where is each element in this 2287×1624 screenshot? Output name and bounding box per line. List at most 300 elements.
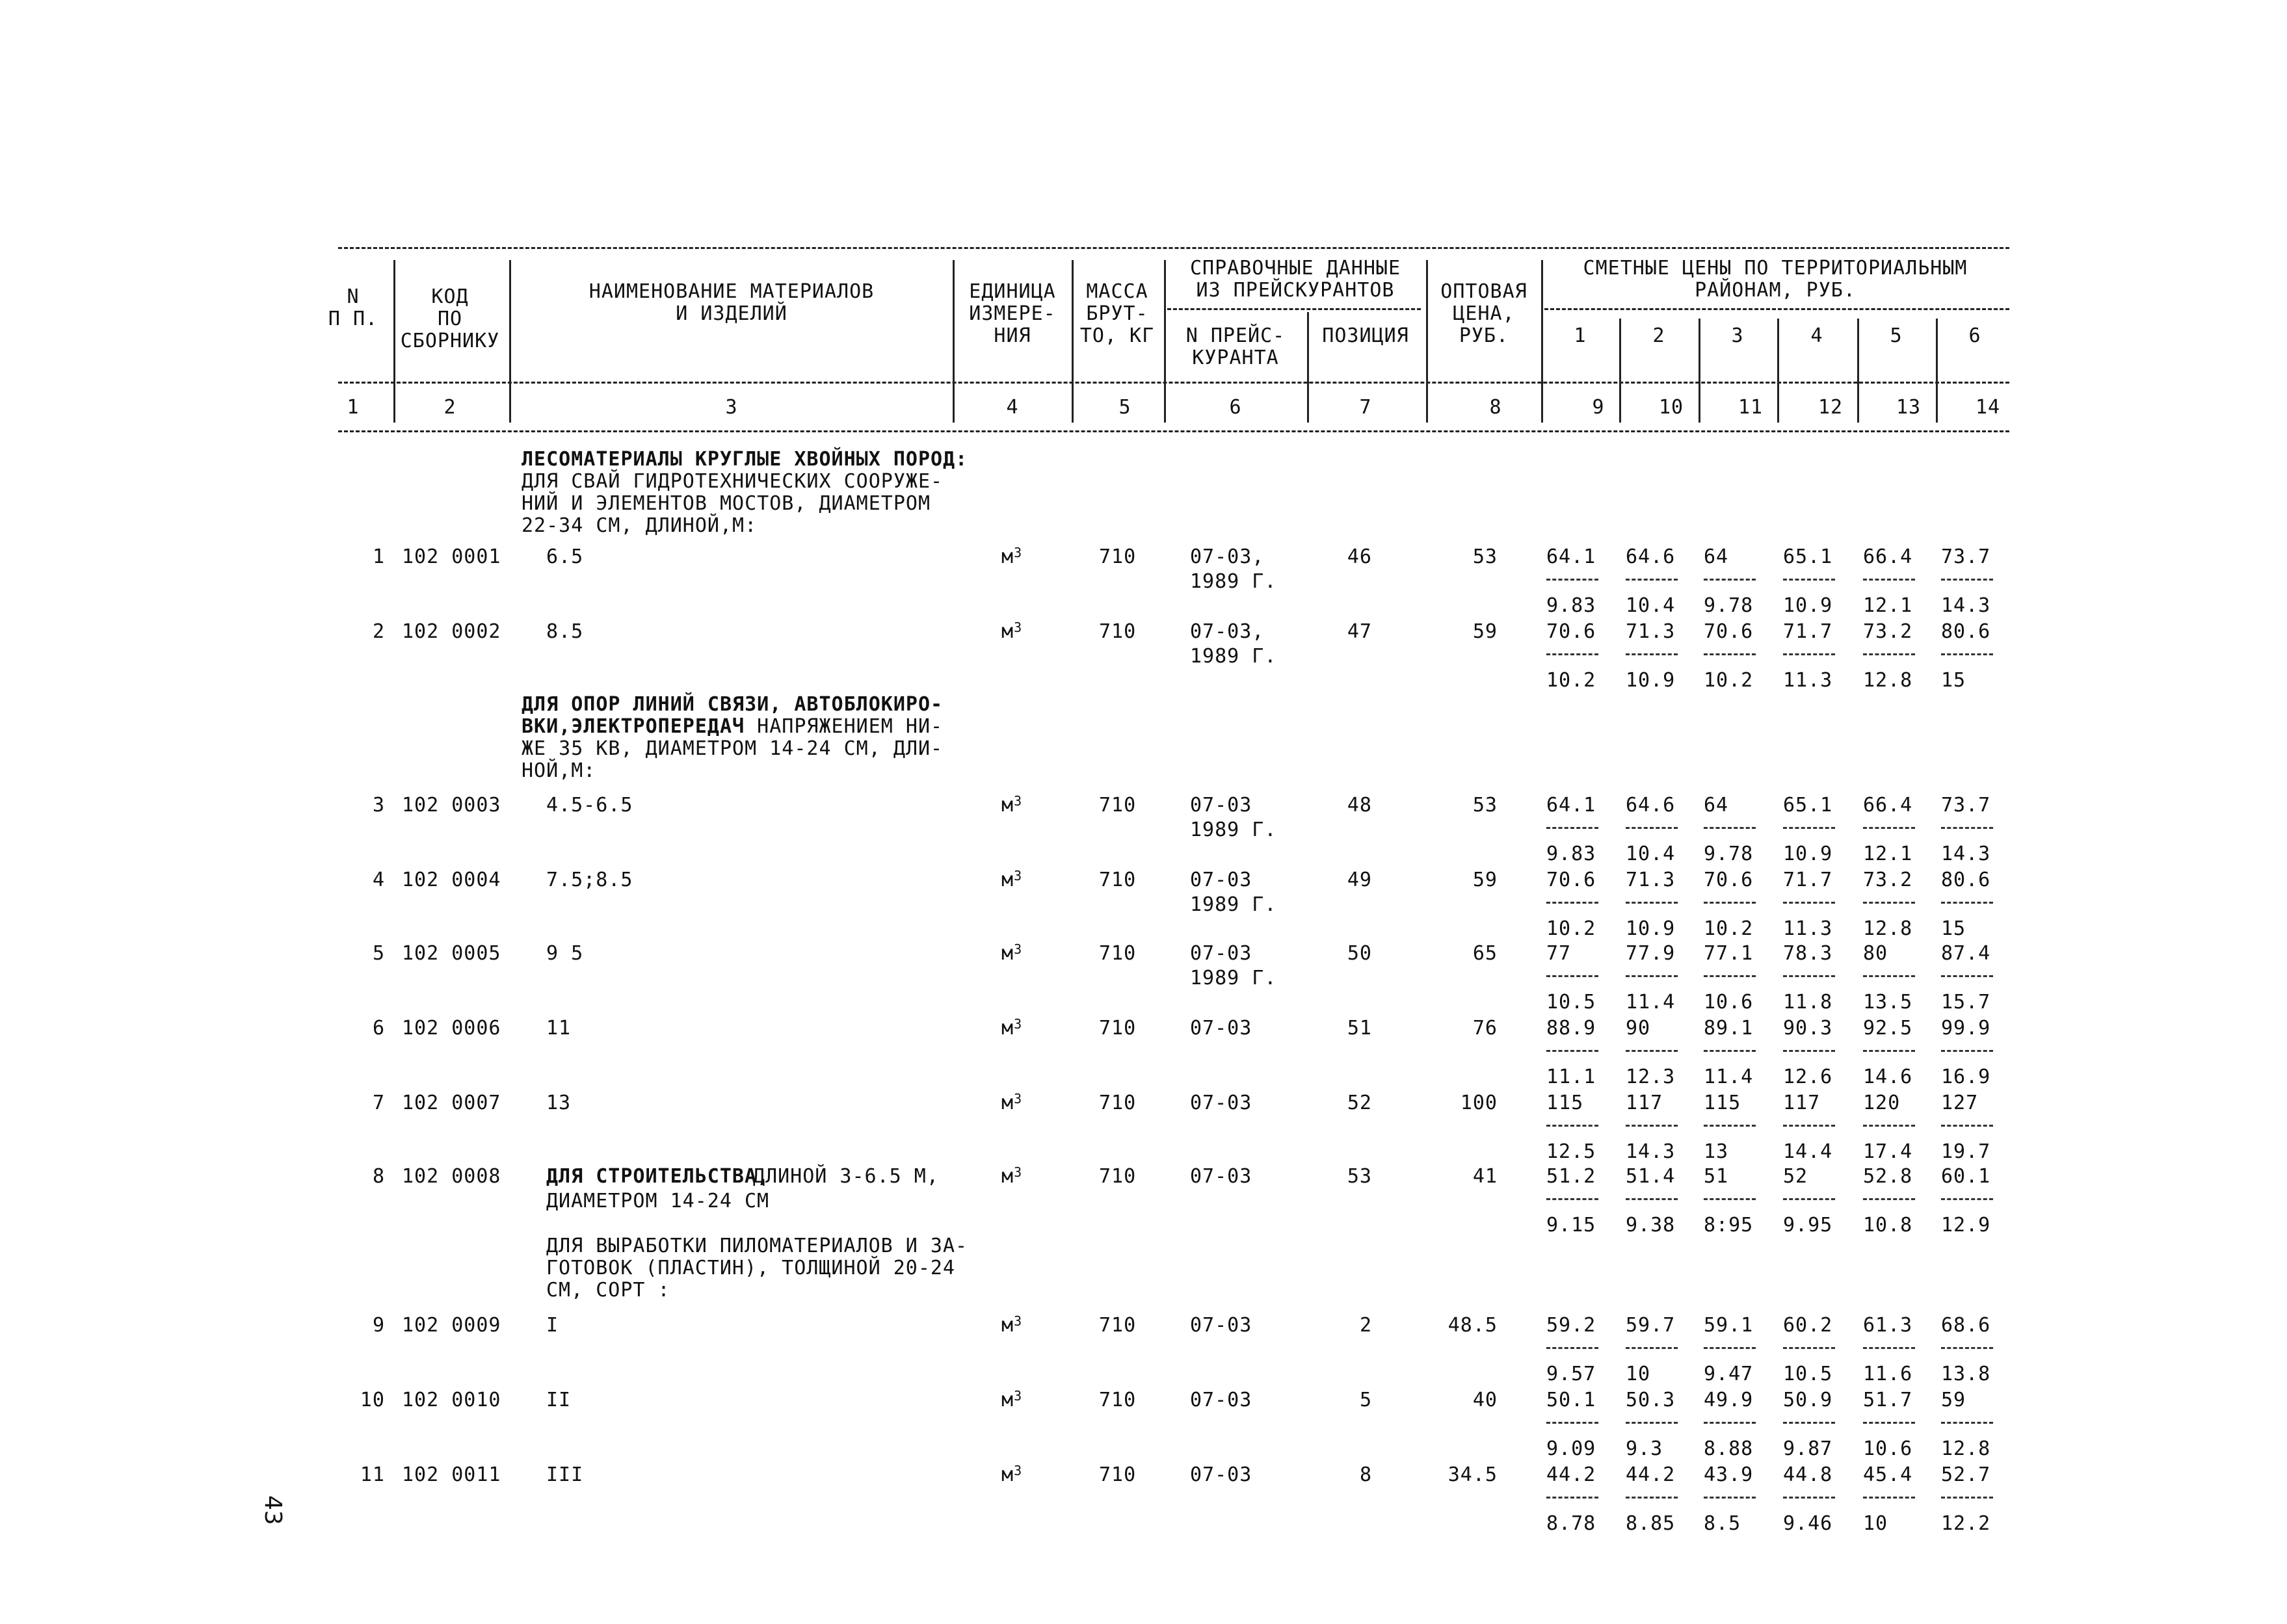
hdr-unit: ЕДИНИЦА ИЗМЕРЕ- НИЯ: [969, 280, 1056, 347]
header-mid-rule: [338, 382, 2009, 384]
region-price-top: 50.9: [1783, 1389, 1833, 1411]
region-price-bottom: 9.15: [1546, 1214, 1596, 1237]
section-heading-2: ДЛЯ ОПОР ЛИНИЙ СВЯЗИ, АВТОБЛОКИРО- ВКИ,ЭЛЕКТРОПЕРЕДАЧ НАПРЯЖЕНИЕМ НИ- ЖЕ 35 КВ, ДИАМЕТРОМ 14-24 СМ, ДЛИ- НОЙ,М:: [522, 693, 944, 782]
fraction-line: [1626, 1422, 1678, 1424]
unit-text: м: [1001, 869, 1014, 891]
row-pricelist: 07-03: [1190, 869, 1252, 891]
row-position: 5: [1359, 1389, 1372, 1411]
region-price-bottom: 9.3: [1626, 1437, 1663, 1460]
region-price-top: 66.4: [1863, 545, 1913, 568]
region-price-bottom: 9.78: [1704, 594, 1754, 617]
hdr-name: НАИМЕНОВАНИЕ МАТЕРИАЛОВ И ИЗДЕЛИЙ: [588, 280, 875, 325]
region-price-bottom: 8.88: [1704, 1437, 1754, 1460]
region-price-bottom: 16.9: [1941, 1066, 1991, 1088]
section-heading-1: ЛЕСОМАТЕРИАЛЫ КРУГЛЫЕ ХВОЙНЫХ ПОРОД: ДЛЯ СВАЙ ГИДРОТЕХНИЧЕСКИХ СООРУЖЕ- НИЙ И ЭЛЕМЕНТОВ МОСТОВ, ДИАМЕТРОМ 22-34 СМ, ДЛИНОЙ,М:: [522, 448, 968, 537]
fraction-line: [1863, 1422, 1915, 1424]
region-price-bottom: 15.7: [1941, 991, 1991, 1014]
region-price-bottom: 12.6: [1783, 1066, 1833, 1088]
region-price-top: 65.1: [1783, 545, 1833, 568]
region-price-top: 51.2: [1546, 1165, 1596, 1188]
hdr-mass: МАССА БРУТ- ТО, КГ: [1079, 280, 1155, 347]
row-name: 13: [546, 1092, 572, 1114]
region-price-top: 45.4: [1863, 1463, 1913, 1486]
region-price-bottom: 15: [1941, 669, 1966, 692]
colnum: 13: [1896, 396, 1922, 419]
fraction-line: [1941, 579, 1993, 581]
fraction-line: [1626, 579, 1678, 581]
fraction-line: [1941, 975, 1993, 977]
region-price-top: 90.3: [1783, 1017, 1833, 1040]
fraction-line: [1704, 1422, 1756, 1424]
unit-text: м: [1001, 1017, 1014, 1040]
region-price-top: 59.7: [1626, 1314, 1676, 1337]
fraction-line: [1783, 902, 1835, 904]
region-price-top: 51.4: [1626, 1165, 1676, 1188]
regions-sub-rule: [1544, 308, 2009, 310]
fraction-line: [1941, 1497, 1993, 1499]
region-price-bottom: 8.78: [1546, 1512, 1596, 1535]
region-price-top: 64.6: [1626, 794, 1676, 817]
row-wholesale-price: 59: [1472, 620, 1498, 643]
colnum: 12: [1818, 396, 1844, 419]
row-name: 7.5;8.5: [546, 869, 633, 891]
unit-text: м: [1001, 1092, 1014, 1114]
col-sep: [1164, 260, 1166, 423]
fraction-line: [1941, 827, 1993, 829]
row-name: 11: [546, 1017, 572, 1040]
region-price-bottom: 11.4: [1626, 991, 1676, 1014]
row-code: 102 0007: [402, 1092, 501, 1114]
fraction-line: [1704, 1347, 1756, 1349]
row-position: 47: [1347, 620, 1372, 643]
row-wholesale-price: 100: [1460, 1092, 1498, 1114]
region-price-top: 64: [1704, 545, 1729, 568]
col-sep: [1307, 312, 1309, 423]
fraction-line: [1941, 1050, 1993, 1052]
fraction-line: [1626, 827, 1678, 829]
col-sep: [1426, 260, 1428, 423]
fraction-line: [1704, 975, 1756, 977]
region-price-bottom: 10.9: [1783, 843, 1833, 865]
region-price-bottom: 13.8: [1941, 1363, 1991, 1385]
region-price-bottom: 14.6: [1863, 1066, 1913, 1088]
row-position: 8: [1359, 1463, 1372, 1486]
region-price-bottom: 9.09: [1546, 1437, 1596, 1460]
colnum: 4: [1006, 396, 1019, 419]
region-price-bottom: 12.9: [1941, 1214, 1991, 1237]
region-price-top: 64.1: [1546, 545, 1596, 568]
region-price-bottom: 11.3: [1783, 669, 1833, 692]
unit-text: м: [1001, 1165, 1014, 1188]
region-price-top: 77.9: [1626, 942, 1676, 965]
col-sep: [509, 260, 511, 423]
unit-text: м: [1001, 1389, 1014, 1411]
fraction-line: [1546, 1050, 1598, 1052]
row-wholesale-price: 48.5: [1448, 1314, 1498, 1337]
row-unit: [1001, 546, 1022, 568]
row-code: 102 0011: [402, 1463, 501, 1486]
fraction-line: [1863, 653, 1915, 655]
row-unit: [1001, 943, 1022, 965]
col-sep: [1857, 319, 1859, 423]
region-price-bottom: 14.3: [1626, 1140, 1676, 1163]
fraction-line: [1546, 579, 1598, 581]
hdr-code: КОД ПО СБОРНИКУ: [400, 285, 500, 352]
region-price-top: 61.3: [1863, 1314, 1913, 1337]
region-price-top: 92.5: [1863, 1017, 1913, 1040]
row-pricelist: 07-03,: [1190, 620, 1265, 643]
fraction-line: [1626, 902, 1678, 904]
col-sep: [953, 260, 955, 423]
row-code: 102 0003: [402, 794, 501, 817]
region-price-bottom: 14.3: [1941, 594, 1991, 617]
fraction-line: [1546, 1125, 1598, 1127]
region-price-bottom: 10: [1863, 1512, 1888, 1535]
region-price-bottom: 17.4: [1863, 1140, 1913, 1163]
fraction-line: [1626, 1125, 1678, 1127]
region-price-bottom: 10.4: [1626, 843, 1676, 865]
row-wholesale-price: 40: [1472, 1389, 1498, 1411]
region-price-top: 51: [1704, 1165, 1729, 1188]
fraction-line: [1546, 902, 1598, 904]
fraction-line: [1941, 902, 1993, 904]
region-price-top: 44.8: [1783, 1463, 1833, 1486]
region-price-top: 80: [1863, 942, 1888, 965]
row-mass: 710: [1099, 1389, 1137, 1411]
row-mass: 710: [1099, 1463, 1137, 1486]
region-price-top: 77.1: [1704, 942, 1754, 965]
section-heading-3: ДЛЯ ВЫРАБОТКИ ПИЛОМАТЕРИАЛОВ И ЗА- ГОТОВОК (ПЛАСТИН), ТОЛЩИНОЙ 20-24 СМ, СОРТ :: [546, 1235, 968, 1302]
row-number: 8: [372, 1165, 385, 1188]
unit-text: м: [1001, 1314, 1014, 1337]
row-wholesale-price: 41: [1472, 1165, 1498, 1188]
region-price-bottom: 11.4: [1704, 1066, 1754, 1088]
region-price-top: 71.7: [1783, 869, 1833, 891]
hdr-pricelist: N ПРЕЙС- КУРАНТА: [1185, 324, 1286, 369]
region-price-top: 115: [1704, 1092, 1741, 1114]
region-price-top: 60.2: [1783, 1314, 1833, 1337]
row-name-line2: ДИАМЕТРОМ 14-24 СМ: [546, 1190, 770, 1212]
fraction-line: [1704, 1198, 1756, 1200]
row-unit: [1001, 1017, 1022, 1040]
region-price-bottom: 9.47: [1704, 1363, 1754, 1385]
region-price-top: 50.1: [1546, 1389, 1596, 1411]
region-price-bottom: 10.5: [1546, 991, 1596, 1014]
fraction-line: [1941, 653, 1993, 655]
fraction-line: [1546, 653, 1598, 655]
region-price-bottom: 13.5: [1863, 991, 1913, 1014]
fraction-line: [1863, 902, 1915, 904]
fraction-line: [1863, 975, 1915, 977]
row-number: 7: [372, 1092, 385, 1114]
region-price-bottom: 9.83: [1546, 843, 1596, 865]
region-price-bottom: 9.38: [1626, 1214, 1676, 1237]
row-number: 1: [372, 545, 385, 568]
row-pricelist: 07-03: [1190, 1463, 1252, 1486]
row-unit: [1001, 621, 1022, 643]
fraction-line: [1546, 1198, 1598, 1200]
colnum: 8: [1489, 396, 1502, 419]
row-pricelist-year: 1989 Г.: [1190, 967, 1277, 989]
fraction-line: [1863, 1198, 1915, 1200]
region-price-bottom: 12.1: [1863, 594, 1913, 617]
unit-sup: 3: [1014, 793, 1023, 809]
unit-text: м: [1001, 545, 1014, 568]
region-price-top: 73.7: [1941, 794, 1991, 817]
col-sep: [1936, 319, 1938, 423]
page-number: 43: [259, 1495, 286, 1525]
row-code: 102 0002: [402, 620, 501, 643]
fraction-line: [1783, 975, 1835, 977]
region-price-bottom: 9.78: [1704, 843, 1754, 865]
region-price-bottom: 10.8: [1863, 1214, 1913, 1237]
unit-sup: 3: [1014, 868, 1023, 884]
row-name: 9 5: [546, 942, 584, 965]
row-code: 102 0004: [402, 869, 501, 891]
row-mass: 710: [1099, 545, 1137, 568]
fraction-line: [1941, 1125, 1993, 1127]
row-number: 10: [360, 1389, 385, 1411]
fraction-line: [1783, 1422, 1835, 1424]
col-sep: [1072, 260, 1074, 423]
row-unit: [1001, 1092, 1022, 1114]
region-price-top: 59: [1941, 1389, 1966, 1411]
unit-sup: 3: [1014, 1463, 1023, 1478]
fraction-line: [1783, 1125, 1835, 1127]
colnum: 10: [1658, 396, 1684, 419]
region-price-top: 52: [1783, 1165, 1808, 1188]
region-price-top: 65.1: [1783, 794, 1833, 817]
region-price-bottom: 8.5: [1704, 1512, 1741, 1535]
row-position: 51: [1347, 1017, 1372, 1040]
row-unit: [1001, 794, 1022, 817]
region-price-top: 59.1: [1704, 1314, 1754, 1337]
fraction-line: [1863, 1050, 1915, 1052]
colnum: 1: [347, 396, 360, 419]
fraction-line: [1783, 827, 1835, 829]
region-price-top: 52.7: [1941, 1463, 1991, 1486]
region-price-bottom: 9.46: [1783, 1512, 1833, 1535]
header-top-rule: [338, 247, 2009, 249]
fraction-line: [1546, 1497, 1598, 1499]
colnum: 14: [1975, 396, 2001, 419]
row-pricelist-year: 1989 Г.: [1190, 645, 1277, 668]
fraction-line: [1546, 1422, 1598, 1424]
fraction-line: [1941, 1198, 1993, 1200]
region-price-bottom: 10: [1626, 1363, 1651, 1385]
region-price-top: 60.1: [1941, 1165, 1991, 1188]
row-mass: 710: [1099, 620, 1137, 643]
fraction-line: [1863, 579, 1915, 581]
hdr-region-6: 6: [1968, 324, 1981, 347]
hdr-ref: СПРАВОЧНЫЕ ДАННЫЕ ИЗ ПРЕЙСКУРАНТОВ: [1189, 257, 1401, 302]
unit-sup: 3: [1014, 1164, 1023, 1180]
row-mass: 710: [1099, 794, 1137, 817]
row-mass: 710: [1099, 869, 1137, 891]
row-number: 6: [372, 1017, 385, 1040]
row-pricelist: 07-03,: [1190, 545, 1265, 568]
row-mass: 710: [1099, 942, 1137, 965]
region-price-bottom: 19.7: [1941, 1140, 1991, 1163]
region-price-top: 115: [1546, 1092, 1584, 1114]
unit-sup: 3: [1014, 1091, 1023, 1107]
row-number: 3: [372, 794, 385, 817]
row-pricelist: 07-03: [1190, 1092, 1252, 1114]
fraction-line: [1626, 1347, 1678, 1349]
ref-sub-rule: [1167, 308, 1421, 310]
region-price-bottom: 9.87: [1783, 1437, 1833, 1460]
fraction-line: [1626, 653, 1678, 655]
row-pricelist-year: 1989 Г.: [1190, 570, 1277, 593]
fraction-line: [1863, 1125, 1915, 1127]
fraction-line: [1783, 579, 1835, 581]
hdr-region-4: 4: [1810, 324, 1823, 347]
region-price-bottom: 12.1: [1863, 843, 1913, 865]
region-price-top: 49.9: [1704, 1389, 1754, 1411]
region-price-bottom: 10.9: [1626, 669, 1676, 692]
colnum: 3: [725, 396, 738, 419]
row-code: 102 0008: [402, 1165, 501, 1188]
region-price-bottom: 11.1: [1546, 1066, 1596, 1088]
region-price-bottom: 12.8: [1863, 669, 1913, 692]
region-price-top: 70.6: [1546, 620, 1596, 643]
region-price-bottom: 10.6: [1863, 1437, 1913, 1460]
region-price-bottom: 8.85: [1626, 1512, 1676, 1535]
col-sep: [1777, 319, 1779, 423]
row-pricelist: 07-03: [1190, 1314, 1252, 1337]
fraction-line: [1783, 653, 1835, 655]
fraction-line: [1546, 975, 1598, 977]
region-price-bottom: 12.5: [1546, 1140, 1596, 1163]
row-wholesale-price: 65: [1472, 942, 1498, 965]
region-price-top: 73.2: [1863, 620, 1913, 643]
unit-sup: 3: [1014, 1313, 1023, 1329]
row-name: 8.5: [546, 620, 584, 643]
fraction-line: [1704, 1050, 1756, 1052]
fraction-line: [1704, 579, 1756, 581]
hdr-region-3: 3: [1731, 324, 1744, 347]
unit-text: м: [1001, 942, 1014, 965]
region-price-bottom: 13: [1704, 1140, 1729, 1163]
colnum: 2: [443, 396, 456, 419]
region-price-bottom: 9.57: [1546, 1363, 1596, 1385]
fraction-line: [1626, 1050, 1678, 1052]
row-position: 50: [1347, 942, 1372, 965]
row-position: 48: [1347, 794, 1372, 817]
row-mass: 710: [1099, 1017, 1137, 1040]
region-price-bottom: 12.3: [1626, 1066, 1676, 1088]
region-price-bottom: 10.2: [1546, 669, 1596, 692]
col-sep: [1699, 319, 1700, 423]
fraction-line: [1941, 1422, 1993, 1424]
region-price-top: 70.6: [1704, 869, 1754, 891]
row-position: 46: [1347, 545, 1372, 568]
region-price-top: 70.6: [1546, 869, 1596, 891]
row-code: 102 0010: [402, 1389, 501, 1411]
region-price-top: 120: [1863, 1092, 1901, 1114]
row-mass: 710: [1099, 1092, 1137, 1114]
row-name: 4.5-6.5: [546, 794, 633, 817]
row-pricelist: 07-03: [1190, 1389, 1252, 1411]
row-position: 53: [1347, 1165, 1372, 1188]
row-number: 5: [372, 942, 385, 965]
region-price-top: 78.3: [1783, 942, 1833, 965]
unit-sup: 3: [1014, 1016, 1023, 1032]
region-price-bottom: 15: [1941, 917, 1966, 940]
unit-text: м: [1001, 620, 1014, 643]
region-price-bottom: 9.83: [1546, 594, 1596, 617]
region-price-bottom: 11.3: [1783, 917, 1833, 940]
header-bottom-rule: [338, 430, 2009, 432]
fraction-line: [1941, 1347, 1993, 1349]
region-price-top: 71.7: [1783, 620, 1833, 643]
colnum: 9: [1592, 396, 1605, 419]
region-price-bottom: 10.2: [1546, 917, 1596, 940]
row-name: II: [546, 1389, 572, 1411]
fraction-line: [1783, 1198, 1835, 1200]
region-price-bottom: 10.5: [1783, 1363, 1833, 1385]
row-wholesale-price: 76: [1472, 1017, 1498, 1040]
fraction-line: [1863, 827, 1915, 829]
hdr-position: ПОЗИЦИЯ: [1322, 324, 1409, 347]
region-price-top: 66.4: [1863, 794, 1913, 817]
region-price-bottom: 9.95: [1783, 1214, 1833, 1237]
region-price-top: 64.6: [1626, 545, 1676, 568]
fraction-line: [1626, 1497, 1678, 1499]
fraction-line: [1863, 1347, 1915, 1349]
region-price-bottom: 12.2: [1941, 1512, 1991, 1535]
fraction-line: [1546, 1347, 1598, 1349]
region-price-top: 89.1: [1704, 1017, 1754, 1040]
region-price-bottom: 14.4: [1783, 1140, 1833, 1163]
unit-sup: 3: [1014, 1388, 1023, 1404]
row-number: 11: [360, 1463, 385, 1486]
row-unit: [1001, 1166, 1022, 1188]
row-pricelist: 07-03: [1190, 794, 1252, 817]
fraction-line: [1863, 1497, 1915, 1499]
hdr-num: N П П.: [328, 285, 378, 330]
hdr-region-2: 2: [1652, 324, 1665, 347]
row-number: 4: [372, 869, 385, 891]
row-pricelist: 07-03: [1190, 1017, 1252, 1040]
fraction-line: [1704, 653, 1756, 655]
row-wholesale-price: 59: [1472, 869, 1498, 891]
col-sep: [1541, 260, 1543, 423]
row-number: 2: [372, 620, 385, 643]
region-price-top: 87.4: [1941, 942, 1991, 965]
fraction-line: [1783, 1347, 1835, 1349]
row-name-bold: ДЛЯ СТРОИТЕЛЬСТВА,: [546, 1165, 770, 1188]
unit-sup: 3: [1014, 620, 1023, 635]
row-name: 6.5: [546, 545, 584, 568]
region-price-top: 117: [1626, 1092, 1663, 1114]
hdr-region-1: 1: [1574, 324, 1587, 347]
hdr-wholesale: ОПТОВАЯ ЦЕНА, РУБ.: [1440, 280, 1527, 347]
region-price-top: 80.6: [1941, 869, 1991, 891]
fraction-line: [1546, 827, 1598, 829]
region-price-top: 52.8: [1863, 1165, 1913, 1188]
row-wholesale-price: 53: [1472, 545, 1498, 568]
fraction-line: [1783, 1497, 1835, 1499]
col-sep: [393, 260, 395, 423]
hdr-region-5: 5: [1890, 324, 1903, 347]
region-price-top: 64: [1704, 794, 1729, 817]
row-unit: [1001, 869, 1022, 891]
region-price-top: 117: [1783, 1092, 1821, 1114]
fraction-line: [1704, 827, 1756, 829]
unit-sup: 3: [1014, 545, 1023, 560]
region-price-bottom: 10.2: [1704, 917, 1754, 940]
